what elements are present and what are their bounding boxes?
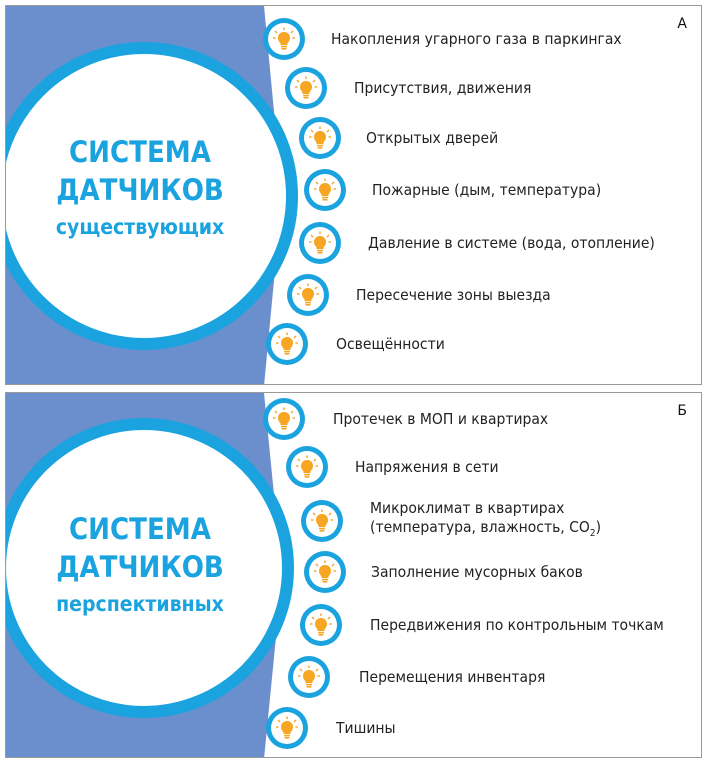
item-label	[370, 499, 601, 543]
bulb-badge	[299, 117, 341, 159]
list-item	[301, 499, 601, 543]
panel-letter: А	[677, 16, 687, 32]
lightbulb-icon	[273, 27, 295, 51]
bulb-badge	[286, 446, 328, 488]
item-label: Заполнение мусорных баков	[371, 562, 583, 581]
title-line-1: СИСТЕМА	[69, 135, 211, 169]
lightbulb-icon	[276, 332, 298, 356]
list-item	[286, 446, 499, 488]
list-item	[287, 274, 551, 316]
item-label-tail: )	[595, 518, 602, 536]
bulb-badge	[263, 398, 305, 440]
item-label-line-1: Микроклимат в квартирах	[370, 499, 565, 517]
title-line-1: СИСТЕМА	[69, 512, 211, 546]
item-label: Протечек в МОП и квартирах	[333, 409, 549, 428]
title-line-2: ДАТЧИКОВ	[56, 173, 224, 207]
item-label: Открытых дверей	[366, 128, 499, 147]
list-item	[304, 551, 583, 593]
list-item	[266, 707, 396, 749]
list-item	[266, 323, 445, 365]
list-item	[300, 604, 664, 646]
list-item	[263, 18, 622, 60]
bulb-badge	[266, 707, 308, 749]
lightbulb-icon	[297, 283, 319, 307]
lightbulb-icon	[311, 509, 333, 533]
title-line-3: существующих	[55, 215, 225, 239]
item-label: Пожарные (дым, температура)	[372, 180, 602, 199]
title-line-2: ДАТЧИКОВ	[56, 550, 224, 584]
item-label: Перемещения инвентаря	[359, 667, 546, 686]
lightbulb-icon	[295, 76, 317, 100]
list-item	[304, 169, 601, 211]
diagram-title	[30, 133, 250, 245]
item-label: Присутствия, движения	[354, 78, 532, 97]
list-item	[285, 67, 531, 109]
panel-a	[5, 5, 702, 385]
item-label: Накопления угарного газа в паркингах	[331, 29, 622, 48]
item-label: Пересечение зоны выезда	[356, 285, 551, 304]
bulb-badge	[304, 551, 346, 593]
list-item	[299, 117, 498, 159]
lightbulb-icon	[276, 716, 298, 740]
bulb-badge	[304, 169, 346, 211]
lightbulb-icon	[309, 231, 331, 255]
lightbulb-icon	[296, 455, 318, 479]
bulb-badge	[300, 604, 342, 646]
lightbulb-icon	[310, 613, 332, 637]
item-label: Освещённости	[336, 334, 445, 353]
lightbulb-icon	[314, 560, 336, 584]
lightbulb-icon	[273, 407, 295, 431]
item-label: Тишины	[336, 718, 396, 737]
item-label: Давление в системе (вода, отопление)	[368, 233, 655, 252]
bulb-badge	[263, 18, 305, 60]
lightbulb-icon	[298, 665, 320, 689]
bulb-badge	[287, 274, 329, 316]
list-item	[263, 398, 548, 440]
bulb-badge	[299, 222, 341, 264]
lightbulb-icon	[309, 126, 331, 150]
list-item	[288, 656, 545, 698]
title-line-3: перспективных	[56, 592, 224, 616]
bulb-badge	[266, 323, 308, 365]
item-label: Передвижения по контрольным точкам	[370, 615, 664, 634]
bulb-badge	[288, 656, 330, 698]
subscript: 2	[589, 528, 596, 540]
panel-b	[5, 392, 702, 758]
bulb-badge	[285, 67, 327, 109]
list-item	[299, 222, 655, 264]
item-label: Напряжения в сети	[355, 457, 499, 476]
item-label-line-2: (температура, влажность, CO	[370, 518, 590, 536]
panel-letter: Б	[677, 403, 687, 419]
lightbulb-icon	[314, 178, 336, 202]
bulb-badge	[301, 500, 343, 542]
diagram-title	[30, 510, 250, 622]
